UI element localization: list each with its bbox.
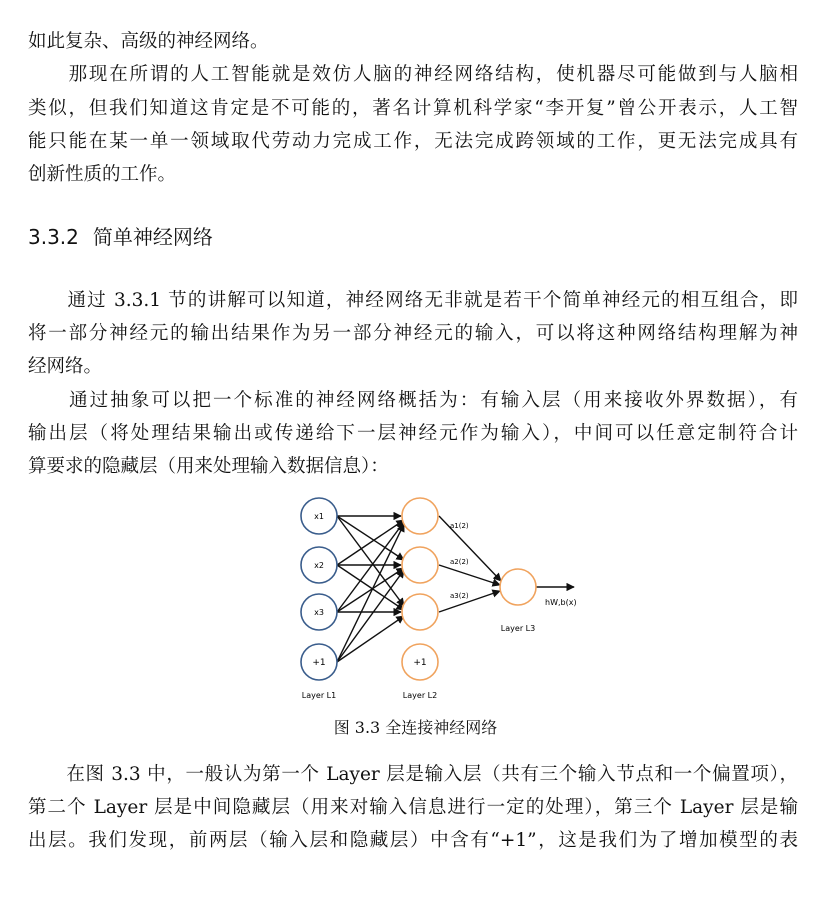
hidden-node-1	[402, 498, 438, 534]
output-layer	[500, 569, 577, 607]
para1-line-3: 经网络。	[28, 356, 103, 377]
section-number: 3.3.2	[28, 225, 79, 249]
hidden-label-a2: a2(2)	[450, 558, 469, 566]
neural-network-diagram	[282, 488, 602, 706]
input-layer	[301, 498, 337, 680]
layer-label-l1: Layer L1	[301, 691, 337, 700]
layer-label-l2: Layer L2	[402, 691, 438, 700]
output-label: hW,b(x)	[545, 598, 577, 607]
layer-label-l3: Layer L3	[500, 624, 536, 633]
para3-line-2: 第二个 Layer 层是中间隐藏层（用来对输入信息进行一定的处理），第三个 Layer 层是输	[28, 797, 798, 818]
para2-line-1: 通过抽象可以把一个标准的神经网络概括为：有输入层（用来接收外界数据），有	[28, 390, 798, 411]
input-node-x1-label: x1	[314, 512, 324, 521]
intro-line-5: 创新性质的工作。	[28, 164, 177, 185]
input-node-x2-label: x2	[314, 561, 324, 570]
hidden-label-a1: a1(2)	[450, 522, 469, 530]
section-title: 简单神经网络	[92, 225, 213, 249]
para2-line-2: 输出层（将处理结果输出或传递给下一层神经元作为输入），中间可以任意定制符合计	[28, 423, 798, 444]
para3-line-3: 出层。我们发现，前两层（输入层和隐藏层）中含有“+1”，这是我们为了增加模型的表	[28, 830, 798, 851]
hidden-node-2	[402, 547, 438, 583]
para1-line-2: 将一部分神经元的输出结果作为另一部分神经元的输入，可以将这种网络结构理解为神	[28, 323, 798, 344]
input-node-x3-label: x3	[314, 608, 324, 617]
intro-line-1: 如此复杂、高级的神经网络。	[28, 31, 269, 52]
output-node	[500, 569, 536, 605]
para1-line-1: 通过 3.3.1 节的讲解可以知道，神经网络无非就是若干个简单神经元的相互组合，即	[28, 290, 798, 311]
intro-line-4: 能只能在某一单一领域取代劳动力完成工作，无法完成跨领域的工作，更无法完成具有	[28, 131, 798, 152]
input-bias-label: +1	[312, 658, 326, 668]
edges-input-to-hidden	[337, 516, 404, 662]
section-heading	[28, 224, 213, 250]
figure-caption: 图 3.3 全连接神经网络	[333, 718, 498, 737]
para3-line-1: 在图 3.3 中，一般认为第一个 Layer 层是输入层（共有三个输入节点和一个偏置项），	[28, 764, 798, 785]
intro-line-3: 类似，但我们知道这肯定是不可能的，著名计算机科学家“李开复”曾公开表示，人工智	[28, 98, 798, 119]
para2-line-3: 算要求的隐藏层（用来处理输入数据信息）：	[28, 456, 389, 477]
hidden-bias-label: +1	[413, 658, 427, 668]
hidden-layer	[402, 498, 469, 680]
hidden-label-a3: a3(2)	[450, 592, 469, 600]
intro-line-2: 那现在所谓的人工智能就是效仿人脑的神经网络结构，使机器尽可能做到与人脑相	[28, 64, 798, 85]
hidden-node-3	[402, 594, 438, 630]
